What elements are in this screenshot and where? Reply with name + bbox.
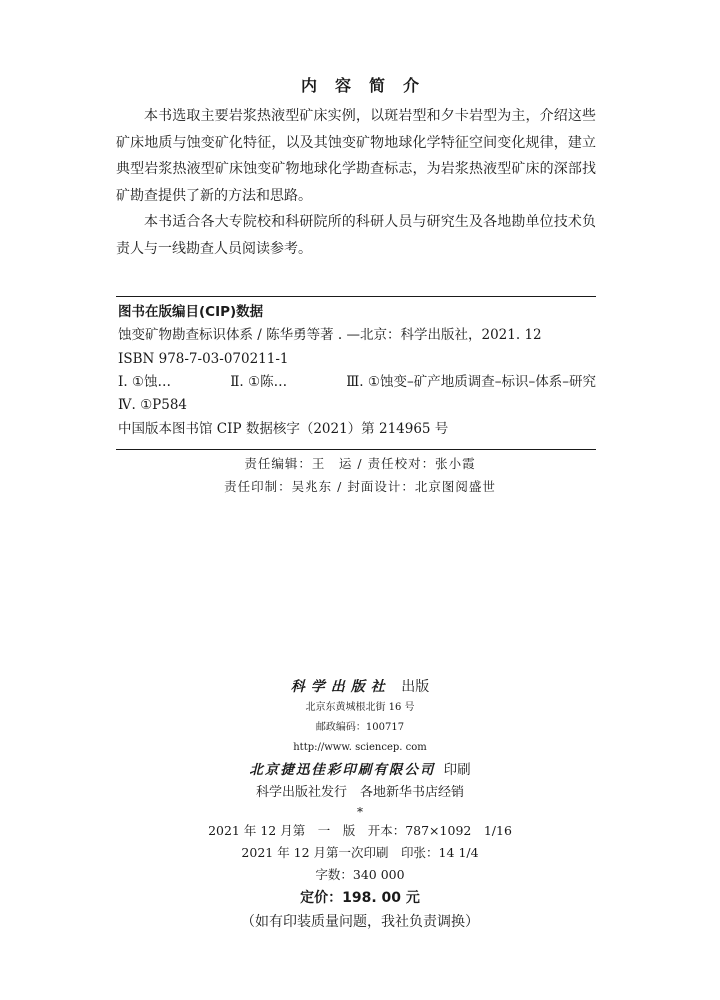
printer-suffix: 印刷 <box>443 762 471 778</box>
cip-class-4: Ⅳ. ①P584 <box>118 397 188 413</box>
imprint-block <box>0 676 720 934</box>
cip-classification-row <box>116 371 596 394</box>
summary-paragraph: 本书适合各大专院校和科研院所的科研人员与研究生及各地勘单位技术负责人与一线勘查人员阅读参考。 <box>116 214 596 257</box>
summary-body <box>116 103 596 262</box>
word-count: 字数：340 000 <box>315 867 405 882</box>
publisher-postcode: 邮政编码：100717 <box>315 722 405 733</box>
cip-isbn: ISBN 978-7-03-070211-1 <box>118 350 289 367</box>
separator-star: * <box>357 805 363 819</box>
cip-class-2: Ⅱ. ①陈… <box>230 374 288 390</box>
cip-class-3: Ⅲ. ①蚀变–矿产地质调查–标识–体系–研究 <box>346 374 596 390</box>
printing-line: 2021 年 12 月第一次印刷 印张：14 1/4 <box>241 845 479 860</box>
publisher-address: 北京东黄城根北街 16 号 <box>305 702 415 713</box>
editor-credits-line-1: 责任编辑：王 运 / 责任校对：张小霞 <box>244 456 476 471</box>
cip-class-1: Ⅰ. ①蚀… <box>118 374 172 390</box>
publisher-suffix: 出版 <box>401 679 430 695</box>
price: 定价：198. 00 元 <box>300 890 420 906</box>
printer-name: 北京捷迅佳彩印刷有限公司 <box>249 762 436 778</box>
cip-record <box>116 300 596 441</box>
cip-top-rule <box>116 296 596 297</box>
summary-paragraph: 本书选取主要岩浆热液型矿床实例，以斑岩型和夕卡岩型为主，介绍这些矿床地质与蚀变矿化特征，以及其蚀变矿物地球化学特征空间变化规律，建立典型岩浆热液型矿床蚀变矿物地球化学勘查标志，为岩浆热液型矿床的深部找矿勘查提供了新的方法和思路。 <box>116 108 596 204</box>
printer-line <box>0 758 720 782</box>
summary-title: 内容简介 <box>300 76 437 95</box>
cip-title-line: 蚀变矿物勘查标识体系 / 陈华勇等著 . —北京：科学出版社，2021. 12 <box>118 327 542 343</box>
publisher-website: http://www. sciencep. com <box>293 742 427 753</box>
distribution-line: 科学出版社发行 各地新华书店经销 <box>255 785 464 800</box>
edition-line: 2021 年 12 月第 一 版 开本：787×1092 1/16 <box>208 823 512 838</box>
cip-bottom-rule <box>116 449 596 450</box>
publisher-name: 科学出版社 <box>290 679 391 695</box>
cip-record-number: 中国版本图书馆 CIP 数据核字（2021）第 214965 号 <box>118 420 449 437</box>
quality-notice: （如有印装质量问题，我社负责调换） <box>241 914 479 930</box>
editor-credits <box>0 452 720 498</box>
publisher-line <box>0 676 720 698</box>
cip-heading: 图书在版编目(CIP)数据 <box>118 304 264 320</box>
editor-credits-line-2: 责任印制：吴兆东 / 封面设计：北京图阅盛世 <box>224 479 496 494</box>
